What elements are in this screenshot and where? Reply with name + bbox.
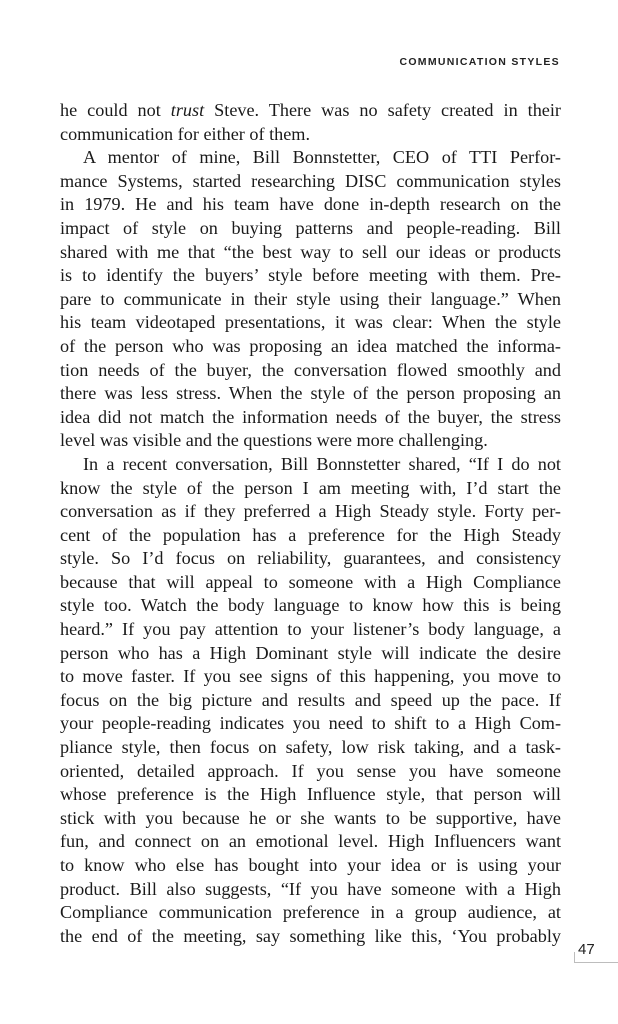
body-line: product. Bill also suggests, “If you have someone with a High bbox=[60, 878, 561, 899]
body-line: Compliance communication preference in a group audience, at bbox=[60, 902, 561, 923]
running-head: COMMUNICATION STYLES bbox=[399, 56, 560, 68]
body-line: pare to communicate in their style using their language.” When bbox=[60, 288, 561, 309]
body-text bbox=[60, 99, 561, 948]
emphasis: trust bbox=[170, 100, 205, 120]
body-line: in 1979. He and his team have done in-depth research on the bbox=[60, 194, 561, 215]
body-line: whose preference is the High Influence style, that person will bbox=[60, 784, 561, 805]
body-line: In a recent conversation, Bill Bonnstetter shared, “If I do not bbox=[83, 453, 561, 474]
body-line: know the style of the person I am meeting with, I’d start the bbox=[60, 477, 561, 498]
body-line: stick with you because he or she wants to be supportive, have bbox=[60, 807, 561, 828]
body-line: because that will appeal to someone with a High Compliance bbox=[60, 571, 561, 592]
body-line: the end of the meeting, say something like this, ‘You probably bbox=[60, 925, 561, 946]
body-line: your people-reading indicates you need to shift to a High Com- bbox=[60, 713, 561, 734]
body-line: mance Systems, started researching DISC communication styles bbox=[60, 170, 561, 191]
body-line: cent of the population has a preference for the High Steady bbox=[60, 524, 561, 545]
body-line: heard.” If you pay attention to your listener’s body language, a bbox=[60, 619, 561, 640]
body-line: to know who else has bought into your idea or is using your bbox=[60, 855, 561, 875]
body-line: his team videotaped presentations, it was clear: When the style bbox=[60, 312, 561, 333]
body-line: to move faster. If you see signs of this happening, you move to bbox=[60, 666, 561, 687]
page-number: 47 bbox=[578, 941, 595, 958]
body-line: there was less stress. When the style of the person proposing an bbox=[60, 383, 561, 404]
body-line: focus on the big picture and results and speed up the pace. If bbox=[60, 689, 561, 710]
body-line: oriented, detailed approach. If you sense you have someone bbox=[60, 760, 561, 781]
body-line: style. So I’d focus on reliability, guarantees, and consistency bbox=[60, 548, 561, 569]
body-line: is to identify the buyers’ style before meeting with them. Pre- bbox=[60, 265, 561, 286]
body-line: level was visible and the questions were more challenging. bbox=[60, 430, 488, 451]
body-line: conversation as if they preferred a High Steady style. Forty per- bbox=[60, 501, 561, 522]
page-number-tick bbox=[574, 952, 575, 962]
body-line: fun, and connect on an emotional level. High Influencers want bbox=[60, 831, 561, 852]
body-line: impact of style on buying patterns and people-reading. Bill bbox=[60, 217, 561, 238]
body-line: of the person who was proposing an idea matched the informa- bbox=[60, 335, 561, 356]
body-line: communication for either of them. bbox=[60, 123, 310, 144]
page-number-rule bbox=[574, 962, 618, 963]
body-line: person who has a High Dominant style will indicate the desire bbox=[60, 642, 561, 663]
body-line: style too. Watch the body language to know how this is being bbox=[60, 595, 561, 616]
body-line: tion needs of the buyer, the conversation flowed smoothly and bbox=[60, 359, 561, 380]
body-line: A mentor of mine, Bill Bonnstetter, CEO of TTI Perfor- bbox=[83, 147, 561, 168]
body-line: shared with me that “the best way to sell our ideas or products bbox=[60, 241, 561, 262]
body-line: idea did not match the information needs of the buyer, the stress bbox=[60, 406, 561, 427]
body-line: he could not trust Steve. There was no safety created in their bbox=[60, 100, 561, 120]
body-line: pliance style, then focus on safety, low risk taking, and a task- bbox=[60, 737, 561, 758]
